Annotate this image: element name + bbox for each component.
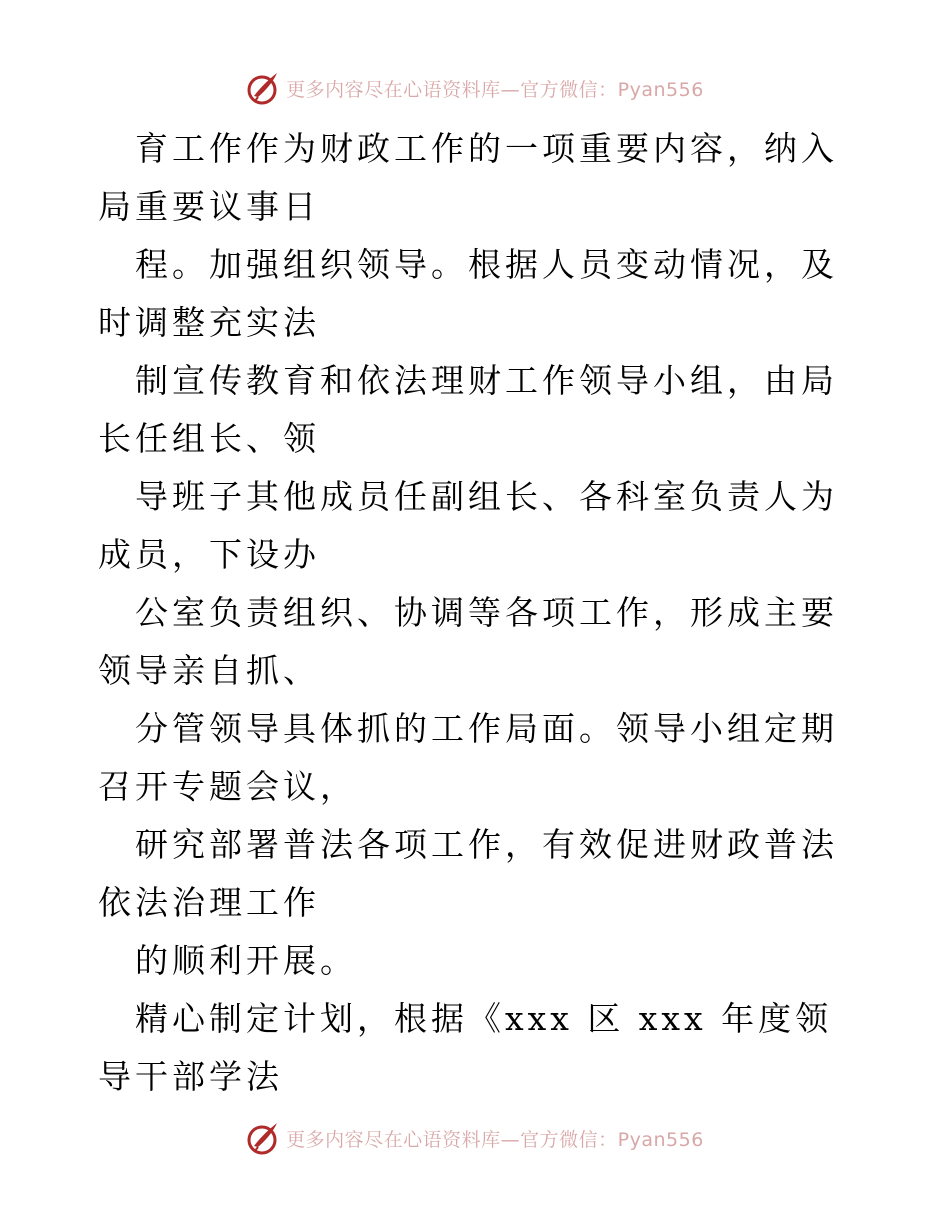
paragraph-3: 制宣传教育和依法理财工作领导小组，由局长任组长、领 (98, 361, 838, 458)
paragraph-5: 公室负责组织、协调等各项工作，形成主要领导亲自抓、 (98, 593, 838, 690)
paragraph-6: 分管领导具体抓的工作局面。领导小组定期召开专题会议， (98, 709, 838, 806)
paragraph-8: 的顺利开展。 (135, 941, 357, 980)
paragraph-7: 研究部署普法各项工作，有效促进财政普法依法治理工作 (98, 825, 838, 922)
paragraph-2: 程。加强组织领导。根据人员变动情况，及时调整充实法 (98, 245, 838, 342)
paragraph-4: 导班子其他成员任副组长、各科室负责人为成员，下设办 (98, 477, 838, 574)
document-body (98, 120, 858, 1106)
footer-banner-text: 更多内容尽在心语资料库—官方微信：Pyan556 (286, 1128, 704, 1151)
quill-logo-icon (246, 70, 280, 106)
header-banner (0, 70, 950, 106)
paragraph-1: 育工作作为财政工作的一项重要内容，纳入局重要议事日 (98, 129, 838, 226)
header-banner-text: 更多内容尽在心语资料库—官方微信：Pyan556 (286, 78, 704, 101)
footer-banner (0, 1120, 950, 1156)
quill-logo-icon (246, 1120, 280, 1156)
paragraph-9: 精心制定计划，根据《xxx 区 xxx 年度领导干部学法 (98, 999, 833, 1096)
